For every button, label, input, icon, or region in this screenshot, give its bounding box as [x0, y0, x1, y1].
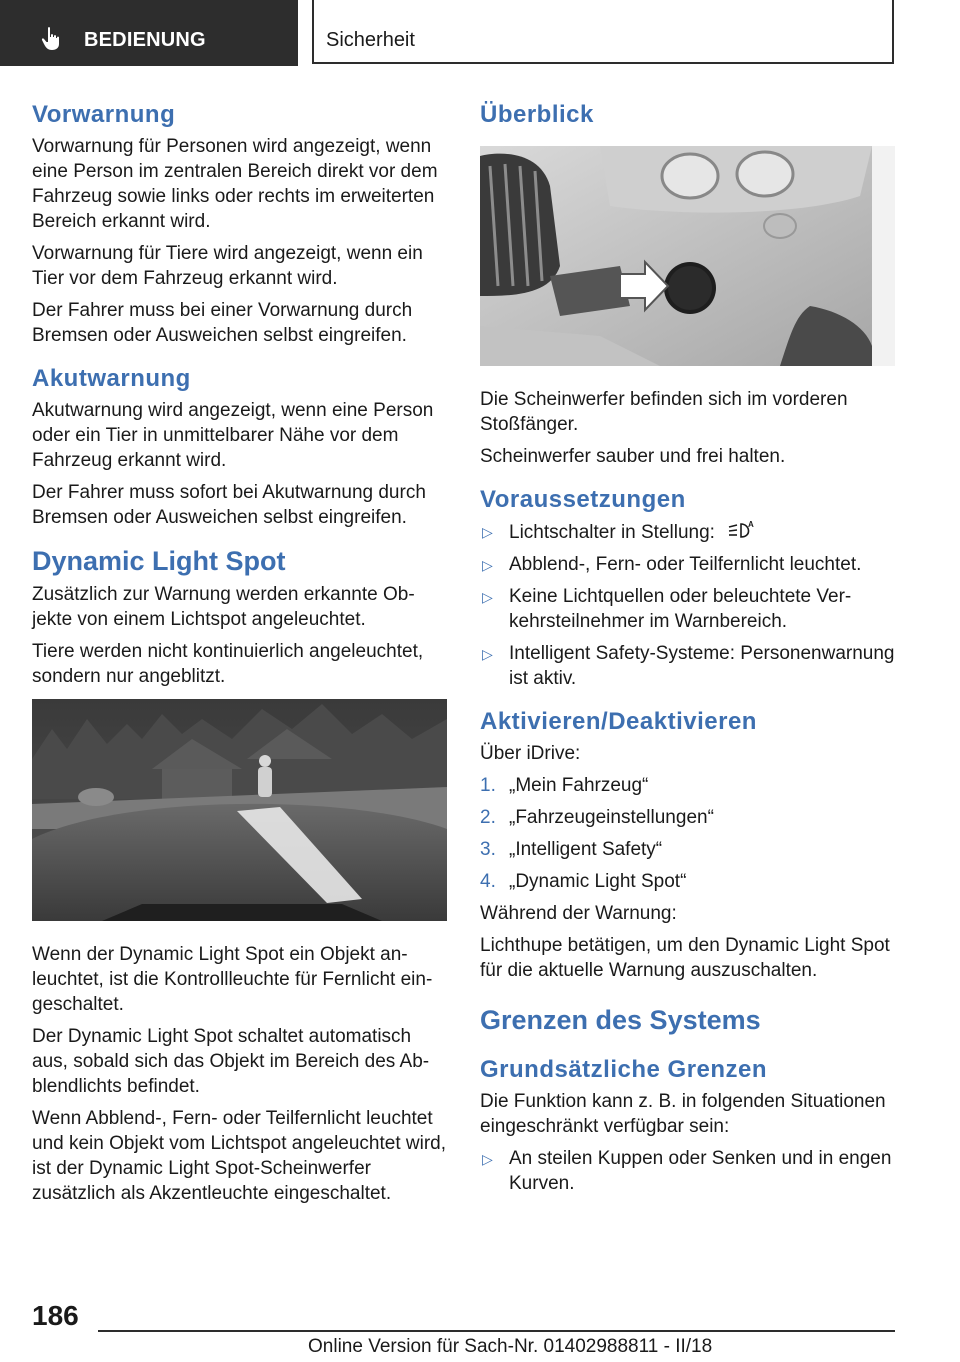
heading-grenzen: Grenzen des Systems: [480, 1005, 761, 1035]
auto-light-icon: [728, 519, 758, 541]
list-item: 4. „Dynamic Light Spot“: [480, 871, 687, 892]
heading-aktivieren: Aktivieren/Deaktivieren: [480, 708, 757, 735]
list-item: ▷ Keine Lichtquellen oder beleuchtete Verkehrsteilnehmer im Warnbereich.: [482, 586, 852, 632]
paragraph: Wenn der Dynamic Light Spot ein Objekt anleuchtet, ist die Kontrollleuchte für Fernlicht eingeschaltet.: [32, 944, 433, 1015]
footer-divider: [98, 1330, 895, 1332]
heading-vorwarnung: Vorwarnung: [32, 101, 176, 128]
list-item: ▷ Lichtschalter in Stellung: A: [480, 519, 896, 545]
page-header: [0, 0, 960, 66]
paragraph: Zusätzlich zur Warnung werden erkannte Objekte von einem Lichtspot angeleuchtet.: [32, 584, 415, 630]
list-item: ▷ An steilen Kuppen oder Senken und in engen Kurven.: [482, 1148, 892, 1194]
paragraph: Der Fahrer muss sofort bei Akutwarnung durch Bremsen oder Ausweichen selbst eingreifen.: [32, 482, 426, 528]
paragraph: Der Dynamic Light Spot schaltet automatisch aus, sobald sich das Objekt im Bereich des Abblendlichts befindet.: [32, 1026, 430, 1097]
triangle-right-icon: ▷: [482, 1151, 493, 1167]
headlight-image: [480, 146, 895, 371]
footer-online-version: Online Version für Sach-Nr. 01402988811 - II/18: [308, 1336, 713, 1357]
paragraph: Die Scheinwerfer befinden sich im vorderen Stoßfänger.: [480, 389, 848, 435]
requirements-list: [480, 519, 896, 691]
hand-pointer-icon: [40, 26, 64, 52]
section-label: Sicherheit: [326, 29, 415, 51]
chapter-tab: [0, 0, 298, 66]
heading-akutwarnung: Akutwarnung: [32, 365, 191, 392]
chapter-label: BEDIENUNG: [84, 29, 206, 51]
paragraph: Der Fahrer muss bei einer Vorwarnung durch Bremsen oder Ausweichen selbst eingreifen.: [32, 300, 413, 346]
limits-list: [480, 1146, 896, 1196]
paragraph: Während der Warnung:: [480, 903, 677, 924]
paragraph: Akutwarnung wird angezeigt, wenn eine Person oder ein Tier in unmittelbarer Nähe vor dem Fahrzeug erkannt wird.: [32, 400, 434, 471]
svg-text:A: A: [748, 520, 755, 529]
triangle-right-icon: ▷: [482, 589, 493, 605]
list-item: ▷ Abblend-, Fern- oder Teilfernlicht leuchtet.: [480, 552, 896, 577]
paragraph: Vorwarnung für Personen wird angezeigt, wenn eine Person im zentralen Bereich direkt vor dem Fahrzeug sowie links oder rechts im erweiterten Bereich erkannt wird.: [32, 136, 438, 232]
page-number: 186: [32, 1300, 79, 1331]
paragraph: Wenn Abblend-, Fern- oder Teilfernlicht leuchtet und kein Objekt vom Lichtspot angeleuchtet wird, ist der Dynamic Light Spot-Scheinwerfer zusätzlich als Akzentleuchte eingeschaltet.: [32, 1108, 447, 1204]
triangle-right-icon: ▷: [482, 524, 493, 540]
paragraph: Die Funktion kann z. B. in folgenden Situationen eingeschränkt verfügbar sein:: [480, 1091, 886, 1137]
night-road-image: [32, 699, 447, 926]
paragraph: Über iDrive:: [480, 743, 581, 764]
paragraph: Lichthupe betätigen, um den Dynamic Light Spot für die aktuelle Warnung auszuschalten.: [480, 935, 890, 981]
list-item: 3. „Intelligent Safety“: [480, 839, 663, 860]
list-item: 1. „Mein Fahrzeug“: [480, 775, 649, 796]
triangle-right-icon: ▷: [482, 646, 493, 662]
list-item: 2. „Fahrzeugeinstellungen“: [480, 807, 714, 828]
heading-ueberblick: Überblick: [480, 101, 594, 128]
list-item: ▷ Intelligent Safety-Systeme: Personenwarnung ist aktiv.: [482, 643, 895, 689]
paragraph: Vorwarnung für Tiere wird angezeigt, wenn ein Tier vor dem Fahrzeug erkannt wird.: [32, 243, 423, 289]
paragraph: Scheinwerfer sauber und frei halten.: [480, 446, 786, 467]
heading-dynamic-light-spot: Dynamic Light Spot: [32, 546, 286, 576]
right-column: [480, 100, 896, 1203]
triangle-right-icon: ▷: [482, 557, 493, 573]
paragraph: Tiere werden nicht kontinuierlich angeleuchtet, sondern nur angeblitzt.: [32, 641, 424, 687]
section-tab: [312, 0, 894, 64]
steps-list: [480, 773, 896, 894]
left-column: [32, 100, 448, 1213]
heading-voraussetzungen: Voraussetzungen: [480, 486, 686, 513]
heading-grundsaetzliche-grenzen: Grundsätzliche Grenzen: [480, 1056, 768, 1083]
